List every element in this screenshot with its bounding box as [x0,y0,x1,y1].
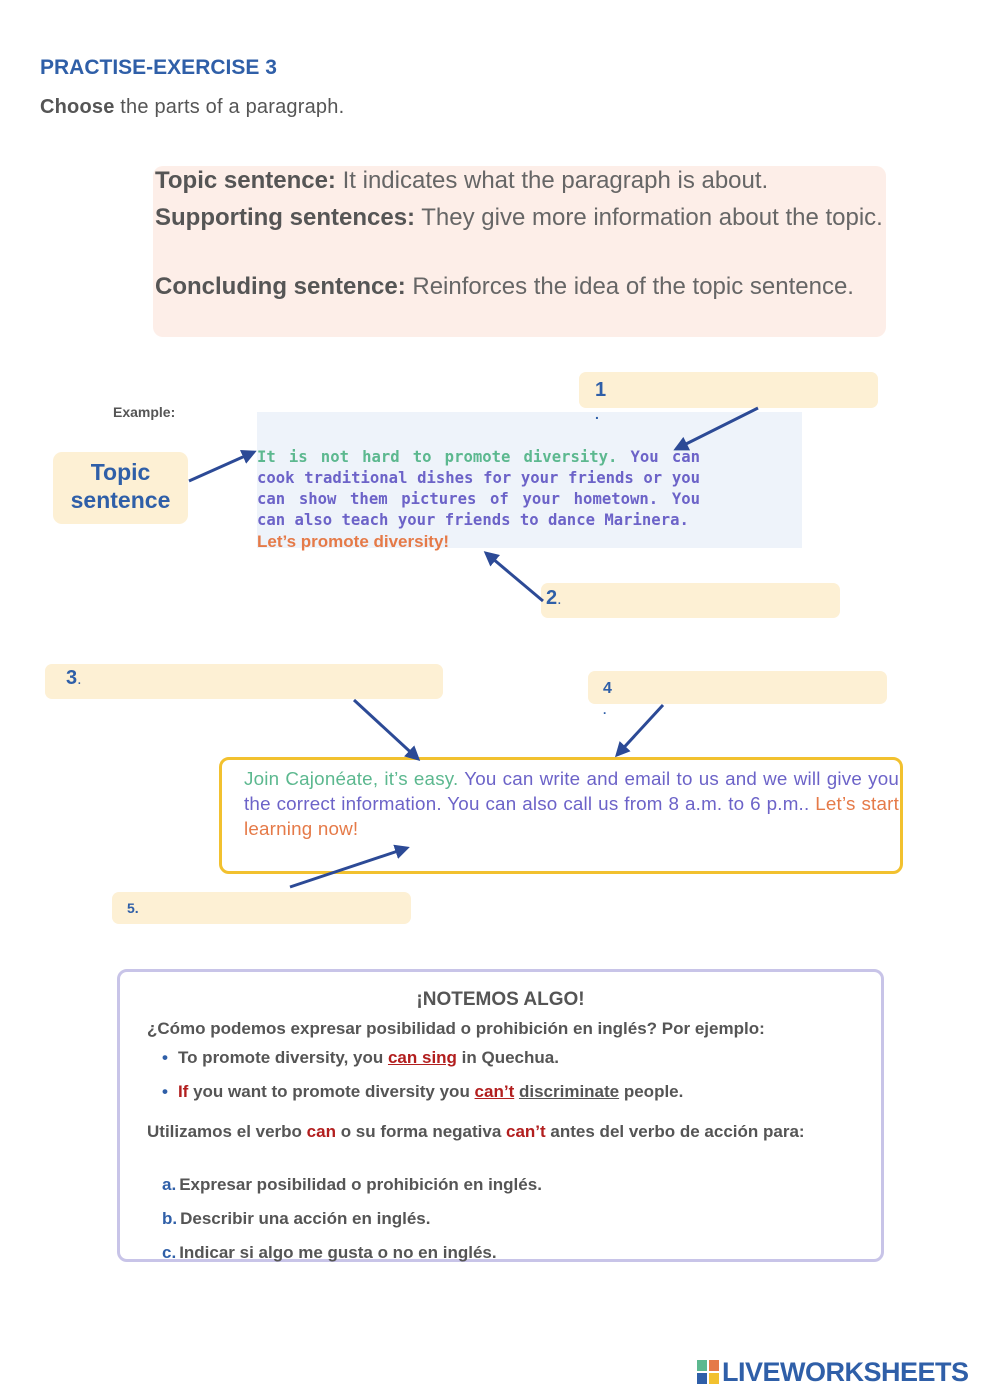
instruction-bold: Choose [40,96,115,118]
example-text-end: people. [619,1082,684,1101]
note-usage [147,1121,882,1143]
answer-number-dot: . [557,591,562,608]
note-question: ¿Cómo podemos expresar posibilidad o prohibición en inglés? Por ejemplo: [147,1019,765,1038]
usage-text: antes del verbo de acción para: [545,1122,805,1141]
arrow-answer-1 [676,408,758,449]
item-text: Expresar posibilidad o prohibición en inglés. [179,1175,542,1194]
answer-number-digit: 2 [546,587,558,609]
note-box [117,969,884,1262]
usage-can: can [306,1122,336,1141]
brand-logo [697,1357,969,1388]
example-highlight: can’t [474,1082,515,1101]
example-text-end: in Quechua. [456,1048,559,1067]
liveworksheets-logo-icon [697,1360,719,1384]
note-title: ¡NOTEMOS ALGO! [416,989,585,1010]
answer-number-dot: . [134,900,139,916]
note-item-c [162,1243,497,1263]
bullet-icon: • [162,1082,168,1101]
example-topic-sentence: It is not hard to promote diversity. [257,448,618,466]
item-text: Indicar si algo me gusta o no en inglés. [179,1243,497,1262]
note-item-b [162,1209,430,1229]
definition-term: Supporting sentences: [155,204,416,231]
brand-name: LIVEWORKSHEETS [722,1357,969,1387]
item-letter: b. [162,1209,178,1228]
arrow-answer-5 [290,848,407,887]
item-letter: a. [162,1175,177,1194]
arrow-answer-3 [354,700,418,759]
paragraph-topic-sentence: Join Cajonéate, it’s easy. [244,768,459,789]
example-lead: If [177,1082,189,1101]
item-text: Describir una acción en inglés. [180,1209,431,1228]
note-example-2 [162,1082,683,1102]
definition-text: They give more information about the topic. [415,204,883,231]
bullet-icon: • [162,1048,168,1067]
arrow-answer-2 [486,553,543,601]
answer-number-digit: 5 [127,900,135,916]
item-letter: c. [162,1243,177,1262]
example-label: Example: [113,404,176,420]
note-example-1 [162,1048,559,1068]
example-highlight: can sing [387,1048,457,1067]
example-text: To promote diversity, you [177,1048,388,1067]
example-text: you want to promote diversity you [188,1082,475,1101]
definition-text: Reinforces the idea of the topic sentence. [405,273,854,300]
note-item-a [162,1175,542,1195]
example-concluding-sentence: Let’s promote diversity! [257,532,450,551]
answer-number: 1 [595,379,607,401]
definition-term: Topic sentence: [155,167,336,194]
usage-cant: can’t [506,1122,546,1141]
page-title: PRACTISE-EXERCISE 3 [40,56,277,79]
paragraph-supporting-sentences: You can write and email to us and we will give you the correct information. You can also call us from 8 a.m. to 6 p.m.. [244,768,900,814]
usage-text: Utilizamos el verbo [147,1122,307,1141]
instruction-rest: the parts of a paragraph. [114,96,345,118]
usage-text: o su forma negativa [335,1122,507,1141]
answer-number-dot: . [595,406,599,422]
example-underline: discriminate [518,1082,620,1101]
arrow-topic-sentence [189,452,254,481]
definition-term: Concluding sentence: [155,273,406,300]
example-supporting-sentences: You can cook traditional dishes for your friends or you can show them pictures of your hometown. You can also teach your friends to dance Marinera. [257,448,700,529]
definition-text: It indicates what the paragraph is about. [335,167,769,194]
topic-label-line1: Topic [90,459,151,485]
paragraph-concluding-sentence: Let’s start learning now! [244,793,899,839]
arrow-answer-4 [617,705,663,755]
answer-number-dot: . [603,703,607,717]
answer-number-dot: . [77,671,82,688]
topic-label-line2: sentence [70,487,171,513]
answer-number-digit: 3 [66,667,78,689]
answer-number: 4 [603,680,612,697]
